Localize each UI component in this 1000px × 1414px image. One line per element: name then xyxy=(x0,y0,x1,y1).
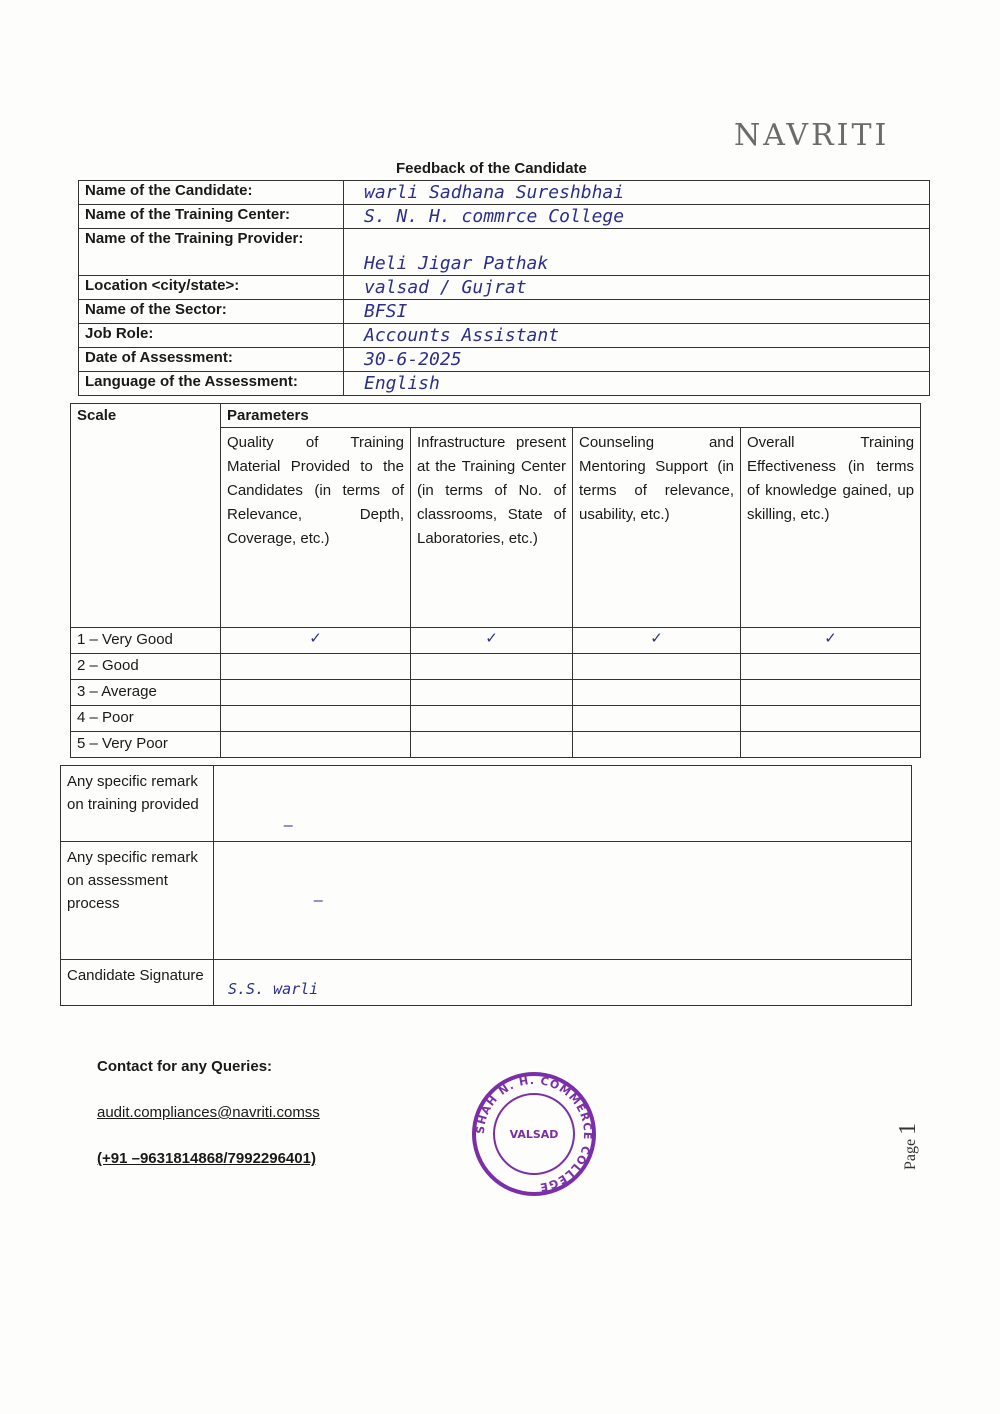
parameter-infrastructure: Infrastructure present at the Training Center (in terms of No. of classrooms, State of Laboratories, etc.) xyxy=(411,428,573,628)
navriti-logo: NAVRITI xyxy=(734,118,890,153)
info-value: Accounts Assistant xyxy=(344,324,930,348)
scale-cell xyxy=(741,706,921,732)
scale-cell xyxy=(573,732,741,758)
assessment-remark-label: Any specific remark on assessment process xyxy=(61,842,214,960)
info-row xyxy=(79,229,930,276)
stamp-center-text: VALSAD xyxy=(509,1128,559,1141)
info-value: 30-6-2025 xyxy=(344,348,930,372)
info-row xyxy=(79,205,930,229)
parameter-overall-effectiveness: Overall Training Effectiveness (in terms of knowledge gained, up skilling, etc.) xyxy=(741,428,921,628)
info-row xyxy=(79,276,930,300)
info-label: Language of the Assessment: xyxy=(79,372,344,396)
scale-cell xyxy=(411,680,573,706)
parameter-training-material: Quality of Training Material Provided to the Candidates (in terms of Relevance, Depth, Coverage, etc.) xyxy=(221,428,411,628)
signature-label: Candidate Signature xyxy=(61,960,214,1006)
parameters-header: Parameters xyxy=(221,404,921,428)
page-label: Page xyxy=(902,1138,919,1170)
info-label: Name of the Candidate: xyxy=(79,181,344,205)
scale-cell xyxy=(573,654,741,680)
scale-cell xyxy=(741,732,921,758)
scale-cell xyxy=(741,680,921,706)
info-value: S. N. H. commrce College xyxy=(344,205,930,229)
contact-phone: (+91 –9631814868/7992296401) xyxy=(97,1150,316,1167)
scale-cell xyxy=(411,706,573,732)
training-remark-label: Any specific remark on training provided xyxy=(61,766,214,842)
scale-label: 2 – Good xyxy=(71,654,221,680)
info-row xyxy=(79,181,930,205)
tick-mark: ✓ xyxy=(221,628,411,654)
info-label: Date of Assessment: xyxy=(79,348,344,372)
training-remark-value: – xyxy=(214,766,912,842)
rating-table xyxy=(70,403,921,758)
info-value: Heli Jigar Pathak xyxy=(344,229,930,276)
scale-cell xyxy=(573,706,741,732)
info-value: warli Sadhana Sureshbhai xyxy=(344,181,930,205)
scale-cell xyxy=(221,706,411,732)
tick-mark: ✓ xyxy=(411,628,573,654)
info-value: valsad / Gujrat xyxy=(344,276,930,300)
tick-mark: ✓ xyxy=(573,628,741,654)
remarks-table xyxy=(60,765,912,1006)
info-label: Name of the Training Provider: xyxy=(79,229,344,276)
info-row xyxy=(79,324,930,348)
tick-mark: ✓ xyxy=(741,628,921,654)
stamp-ring-text: SHAH N. H. COMMERCE COLLEGE xyxy=(473,1073,595,1194)
college-stamp xyxy=(470,1070,598,1198)
info-label: Job Role: xyxy=(79,324,344,348)
page-number-value: 1 xyxy=(895,1122,921,1135)
scale-row xyxy=(71,706,921,732)
scale-cell xyxy=(411,732,573,758)
scale-label: 4 – Poor xyxy=(71,706,221,732)
scale-row xyxy=(71,628,921,654)
scale-cell xyxy=(411,654,573,680)
scale-label: 1 – Very Good xyxy=(71,628,221,654)
page-number xyxy=(895,1100,922,1170)
scale-cell xyxy=(221,654,411,680)
scale-cell xyxy=(741,654,921,680)
candidate-info-table xyxy=(78,180,930,396)
info-row xyxy=(79,348,930,372)
scale-header: Scale xyxy=(71,404,221,628)
form-title: Feedback of the Candidate xyxy=(396,160,587,177)
scale-row xyxy=(71,654,921,680)
info-row xyxy=(79,300,930,324)
contact-email-link[interactable]: audit.compliances@navriti.comss xyxy=(97,1104,320,1121)
assessment-remark-value: – xyxy=(214,842,912,960)
info-label: Name of the Sector: xyxy=(79,300,344,324)
scale-row xyxy=(71,732,921,758)
scale-label: 5 – Very Poor xyxy=(71,732,221,758)
scale-cell xyxy=(573,680,741,706)
contact-heading: Contact for any Queries: xyxy=(97,1058,273,1075)
info-value: English xyxy=(344,372,930,396)
info-label: Location <city/state>: xyxy=(79,276,344,300)
scale-row xyxy=(71,680,921,706)
scale-label: 3 – Average xyxy=(71,680,221,706)
info-label: Name of the Training Center: xyxy=(79,205,344,229)
scale-cell xyxy=(221,732,411,758)
info-row xyxy=(79,372,930,396)
candidate-signature: S.S. warli xyxy=(214,960,912,1006)
scale-cell xyxy=(221,680,411,706)
parameter-counseling: Counseling and Mentoring Support (in terms of relevance, usability, etc.) xyxy=(573,428,741,628)
info-value: BFSI xyxy=(344,300,930,324)
